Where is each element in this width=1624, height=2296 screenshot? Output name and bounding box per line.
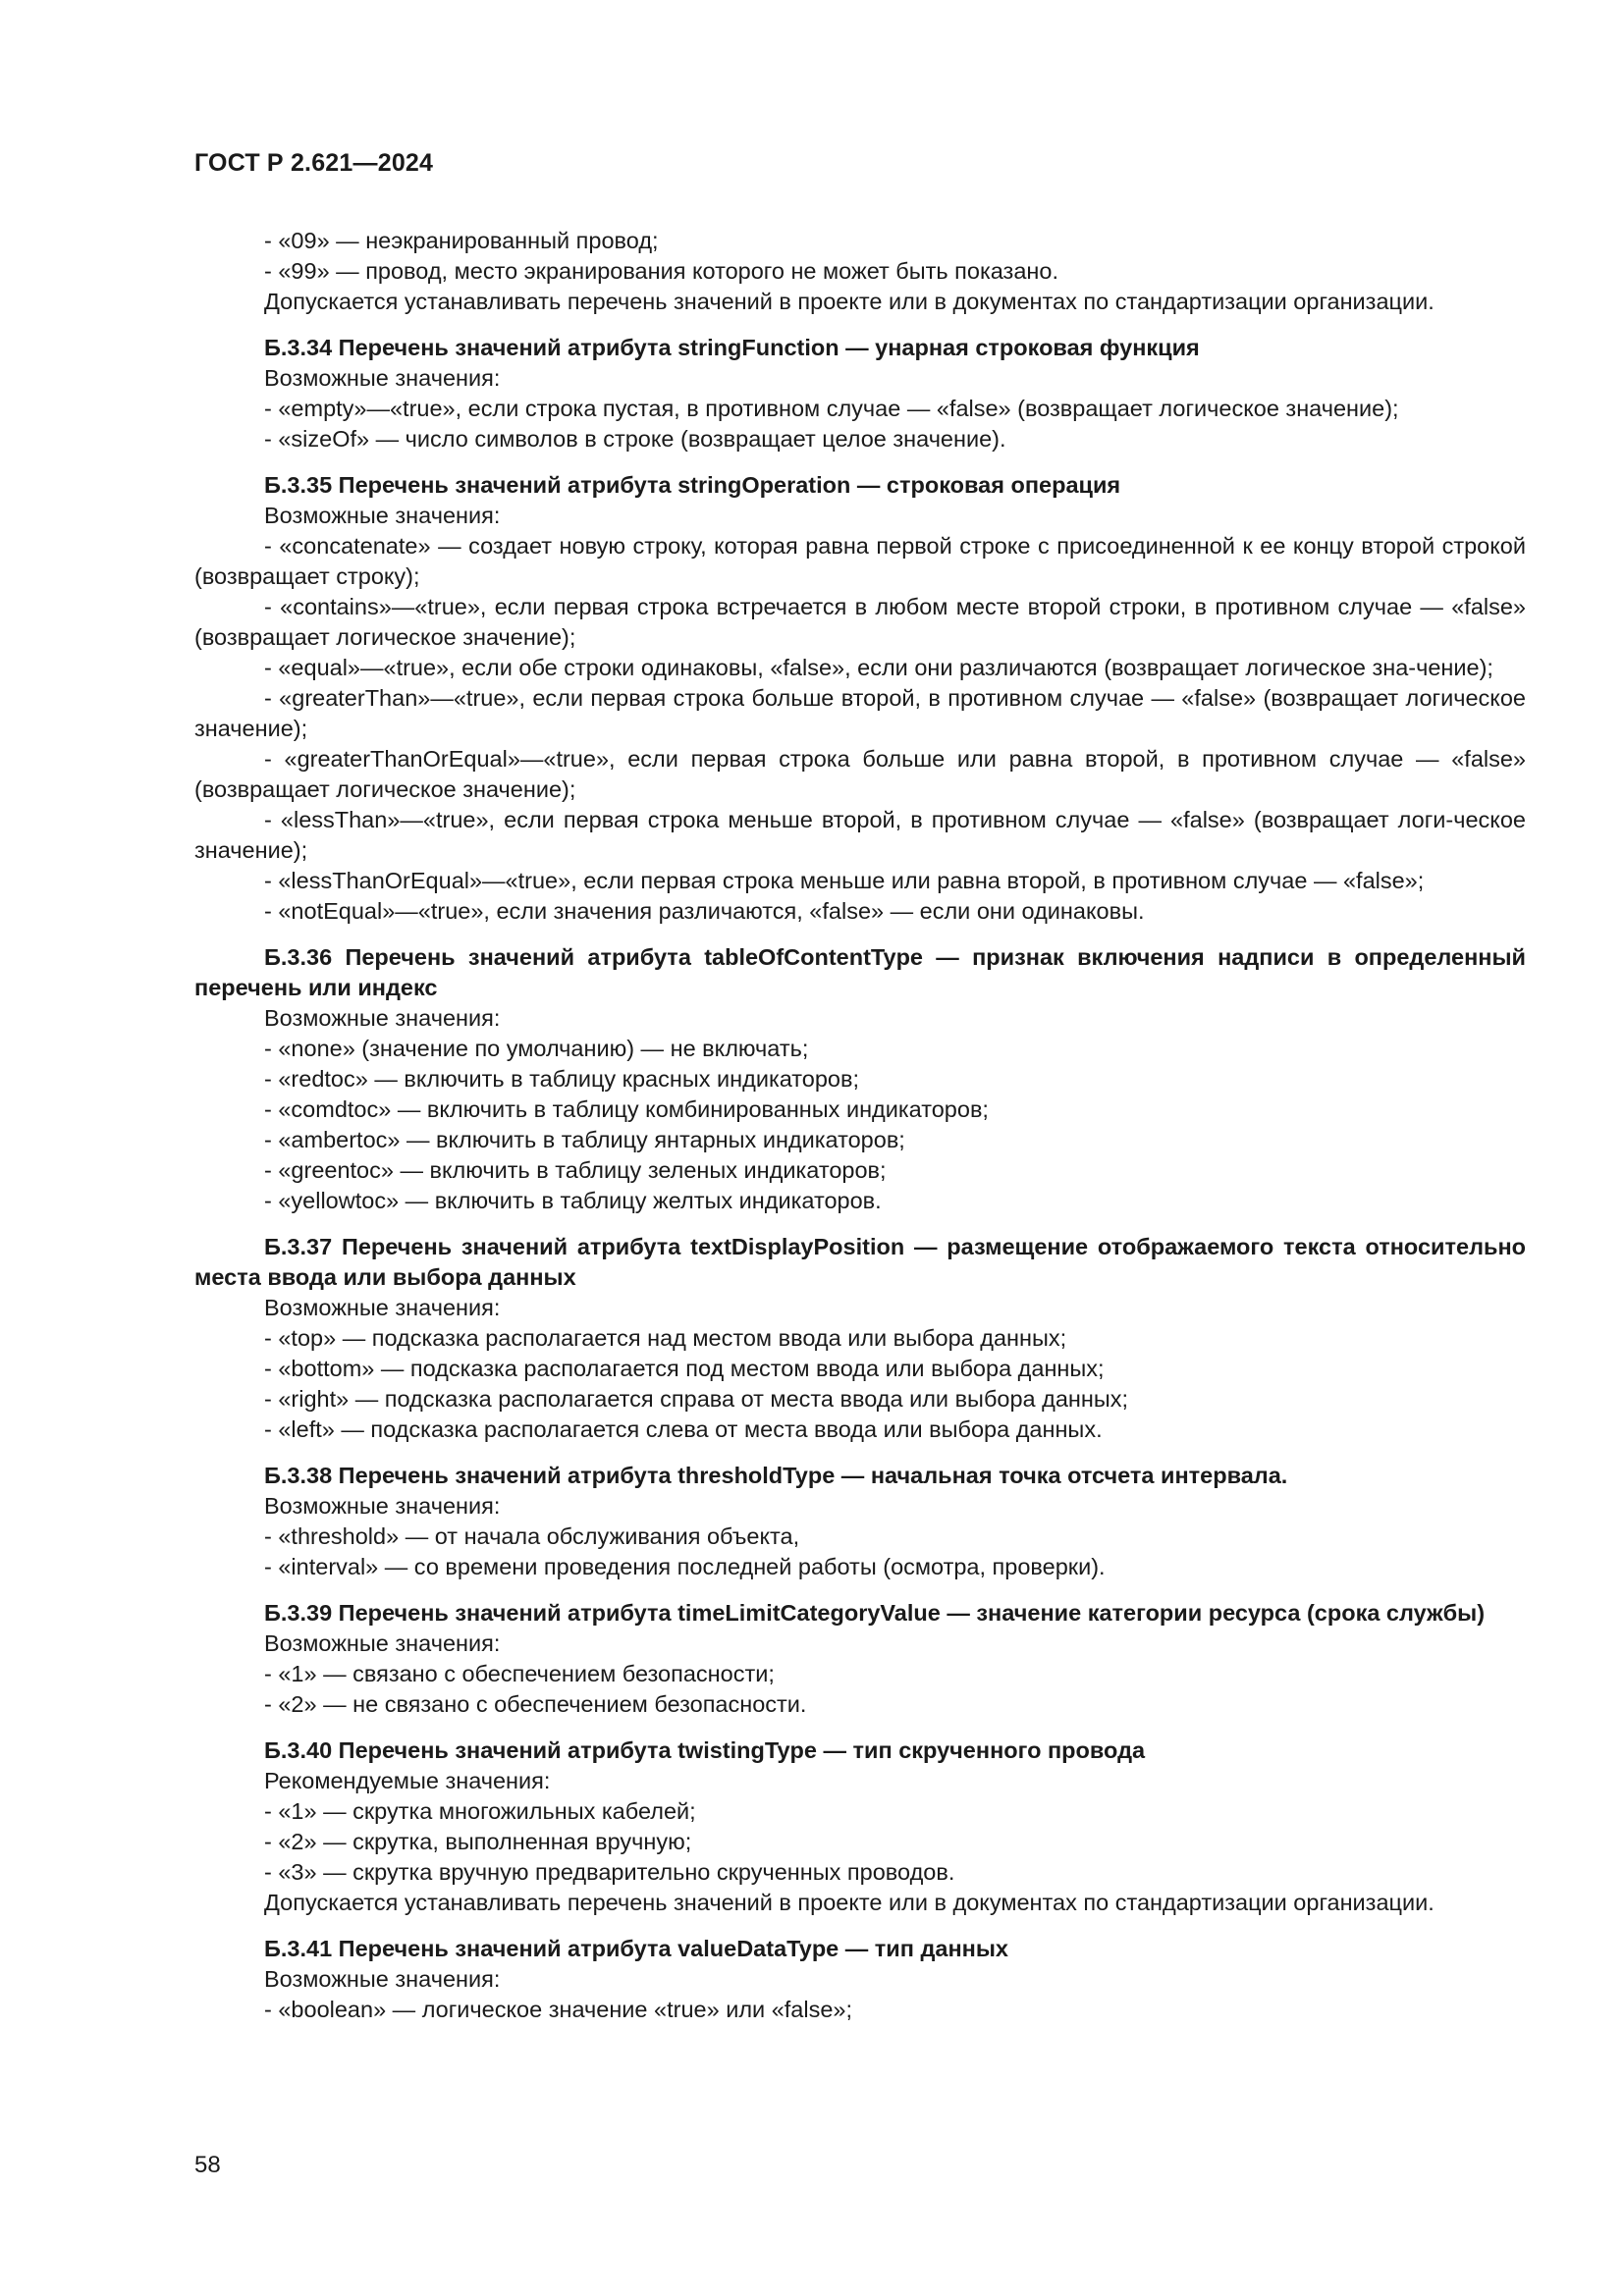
list-item: - «99» — провод, место экранирования которого не может быть показано. xyxy=(264,258,1058,284)
section-lead: Возможные значения: xyxy=(264,503,501,528)
list-item: - «equal»—«true», если обе строки одинаковы, «false», если они различаются (возвращает логическое зна-чение); xyxy=(264,655,1493,680)
list-item: - «greaterThan»—«true», если первая строка больше второй, в противном случае — «false» (возвращает логическое значение); xyxy=(194,685,1526,741)
list-item: - «bottom» — подсказка располагается под местом ввода или выбора данных; xyxy=(264,1356,1105,1381)
list-item: - «top» — подсказка располагается над местом ввода или выбора данных; xyxy=(264,1325,1067,1351)
list-item: - «yellowtoc» — включить в таблицу желтых индикаторов. xyxy=(264,1188,882,1213)
list-item: - «ambertoc» — включить в таблицу янтарных индикаторов; xyxy=(264,1127,905,1152)
section-lead: Возможные значения: xyxy=(264,1966,501,1992)
list-item: - «2» — не связано с обеспечением безопасности. xyxy=(264,1691,807,1717)
standard-header: ГОСТ Р 2.621—2024 xyxy=(194,149,434,177)
note-paragraph: Допускается устанавливать перечень значений в проекте или в документах по стандартизации организации. xyxy=(264,1890,1435,1915)
section-lead: Возможные значения: xyxy=(264,1630,501,1656)
list-item: - «concatenate» — создает новую строку, которая равна первой строке с присоединенной к ее концу второй строкой (возвращает строку); xyxy=(194,533,1526,589)
list-item: - «right» — подсказка располагается справа от места ввода или выбора данных; xyxy=(264,1386,1129,1412)
section-heading-b334: Б.3.34 Перечень значений атрибута stringFunction — унарная строковая функция xyxy=(264,335,1200,360)
list-item: - «greentoc» — включить в таблицу зеленых индикаторов; xyxy=(264,1157,887,1183)
section-lead: Возможные значения: xyxy=(264,1005,501,1031)
list-item: - «interval» — со времени проведения последней работы (осмотра, проверки). xyxy=(264,1554,1106,1579)
page-number: 58 xyxy=(194,2152,221,2178)
list-item: - «none» (значение по умолчанию) — не включать; xyxy=(264,1036,809,1061)
section-heading-b339: Б.3.39 Перечень значений атрибута timeLimitCategoryValue — значение категории ресурса (срока службы) xyxy=(264,1600,1486,1626)
list-item: - «contains»—«true», если первая строка встречается в любом месте второй строки, в противном случае — «false» (возвращает логическое значение); xyxy=(194,594,1526,650)
section-heading-b340: Б.3.40 Перечень значений атрибута twistingType — тип скрученного провода xyxy=(264,1737,1146,1763)
list-item: - «09» — неэкранированный провод; xyxy=(264,228,659,253)
list-item: - «left» — подсказка располагается слева от места ввода или выбора данных. xyxy=(264,1416,1103,1442)
list-item: - «empty»—«true», если строка пустая, в противном случае — «false» (возвращает логическое значение); xyxy=(264,396,1399,421)
list-item: - «redtoc» — включить в таблицу красных индикаторов; xyxy=(264,1066,860,1092)
list-item: - «greaterThanOrEqual»—«true», если первая строка больше или равна второй, в противном случае — «false» (возвращает логическое значение); xyxy=(194,746,1526,802)
section-lead: Возможные значения: xyxy=(264,1295,501,1320)
list-item: - «1» — скрутка многожильных кабелей; xyxy=(264,1798,696,1824)
page-content xyxy=(194,226,1526,2025)
list-item: - «threshold» — от начала обслуживания объекта, xyxy=(264,1523,800,1549)
list-item: - «comdtoc» — включить в таблицу комбинированных индикаторов; xyxy=(264,1096,989,1122)
note-paragraph: Допускается устанавливать перечень значений в проекте или в документах по стандартизации организации. xyxy=(264,289,1435,314)
section-heading-b341: Б.3.41 Перечень значений атрибута valueDataType — тип данных xyxy=(264,1936,1008,1961)
list-item: - «boolean» — логическое значение «true» или «false»; xyxy=(264,1997,852,2022)
section-heading-b336: Б.3.36 Перечень значений атрибута tableOfContentType — признак включения надписи в определенный перечень или индекс xyxy=(194,944,1526,1000)
section-heading-b338: Б.3.38 Перечень значений атрибута thresholdType — начальная точка отсчета интервала. xyxy=(264,1463,1288,1488)
list-item: - «notEqual»—«true», если значения различаются, «false» — если они одинаковы. xyxy=(264,898,1145,924)
section-lead: Возможные значения: xyxy=(264,365,501,391)
list-item: - «lessThan»—«true», если первая строка меньше второй, в противном случае — «false» (возвращает логи-ческое значение); xyxy=(194,807,1526,863)
section-heading-b335: Б.3.35 Перечень значений атрибута stringOperation — строковая операция xyxy=(264,472,1121,498)
list-item: - «2» — скрутка, выполненная вручную; xyxy=(264,1829,692,1854)
list-item: - «1» — связано с обеспечением безопасности; xyxy=(264,1661,775,1686)
section-lead: Рекомендуемые значения: xyxy=(264,1768,551,1793)
list-item: - «sizeOf» — число символов в строке (возвращает целое значение). xyxy=(264,426,1006,452)
list-item: - «lessThanOrEqual»—«true», если первая строка меньше или равна второй, в противном случае — «false»; xyxy=(264,868,1425,893)
section-heading-b337: Б.3.37 Перечень значений атрибута textDisplayPosition — размещение отображаемого текста относительно места ввода или выбора данных xyxy=(194,1234,1526,1290)
section-lead: Возможные значения: xyxy=(264,1493,501,1519)
list-item: - «3» — скрутка вручную предварительно скрученных проводов. xyxy=(264,1859,955,1885)
